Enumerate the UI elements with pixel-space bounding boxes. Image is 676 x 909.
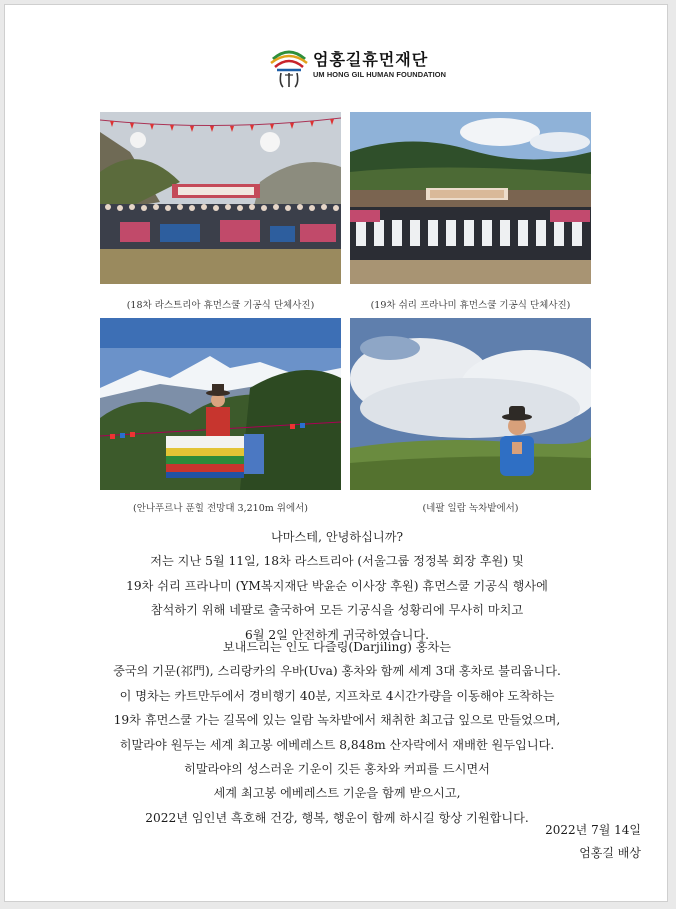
letter-signoff bbox=[545, 819, 641, 865]
photo-annapurna-viewpoint bbox=[100, 318, 341, 490]
photo-19th-school-group bbox=[350, 112, 591, 284]
photo-caption: (18차 라스트리아 휴먼스쿨 기공식 단체사진) bbox=[126, 300, 315, 311]
letter-paragraph-gift bbox=[45, 635, 629, 830]
letter-line: 참석하기 위해 네팔로 출국하여 모든 기공식을 성황리에 무사히 마치고 bbox=[150, 603, 524, 618]
letter-line: 19차 쉬리 프라나미 (YM복지재단 박윤순 이사장 후원) 휴먼스쿨 기공식 행사에 bbox=[126, 578, 548, 593]
foundation-logo bbox=[267, 43, 447, 91]
letter-line: 나마스테, 안녕하십니까? bbox=[270, 530, 403, 544]
letter-date: 2022년 7월 14일 bbox=[545, 823, 641, 837]
letter-signature: 엄홍길 배상 bbox=[579, 846, 641, 860]
foundation-emblem-icon bbox=[267, 43, 311, 89]
foundation-name-english: UM HONG GIL HUMAN FOUNDATION bbox=[313, 70, 447, 79]
letter-line: 19차 휴먼스쿨 가는 길목에 있는 일람 녹차밭에서 채취한 최고급 잎으로 만들었으며, bbox=[113, 713, 561, 728]
letter-line: 6월 2일 안전하게 귀국하였습니다. bbox=[244, 627, 430, 642]
letter-page bbox=[4, 4, 668, 902]
photo-caption: (19차 쉬리 프라나미 휴먼스쿨 기공식 단체사진) bbox=[370, 300, 571, 311]
photo-caption: (네팔 일람 녹차밭에서) bbox=[422, 503, 519, 514]
letter-line: 2022년 임인년 흑호해 건강, 행복, 행운이 함께 하시길 항상 기원합니다. bbox=[145, 810, 529, 825]
letter-line: 히말라야 원두는 세계 최고봉 에베레스트 8,848m 산자락에서 재배한 원두입니다. bbox=[119, 737, 555, 752]
foundation-name-korean: 엄홍길휴먼재단 bbox=[313, 50, 429, 69]
letter-line: 중국의 기문(祁門), 스리랑카의 우바(Uva) 홍차와 함께 세계 3대 홍차로 불리웁니다. bbox=[113, 664, 561, 679]
letter-line: 히말라야의 성스러운 기운이 깃든 홍차와 커피를 드시면서 bbox=[184, 762, 490, 777]
photo-18th-school-group bbox=[100, 112, 341, 284]
photo-caption: (안나푸르나 푼힐 전망대 3,210m 위에서) bbox=[133, 503, 308, 514]
letter-paragraph-greeting bbox=[45, 525, 629, 647]
letter-line: 보내드리는 인도 다즐링(Darjiling) 홍차는 bbox=[222, 640, 452, 654]
photo-ilam-tea-garden bbox=[350, 318, 591, 490]
letter-line: 저는 지난 5월 11일, 18차 라스트리아 (서울그룹 정정복 회장 후원) 및 bbox=[150, 554, 524, 569]
letter-line: 이 명차는 카트만두에서 경비행기 40분, 지프차로 4시간가량을 이동해야 도착하는 bbox=[119, 688, 555, 703]
letter-line: 세계 최고봉 에베레스트 기운을 함께 받으시고, bbox=[213, 786, 461, 801]
